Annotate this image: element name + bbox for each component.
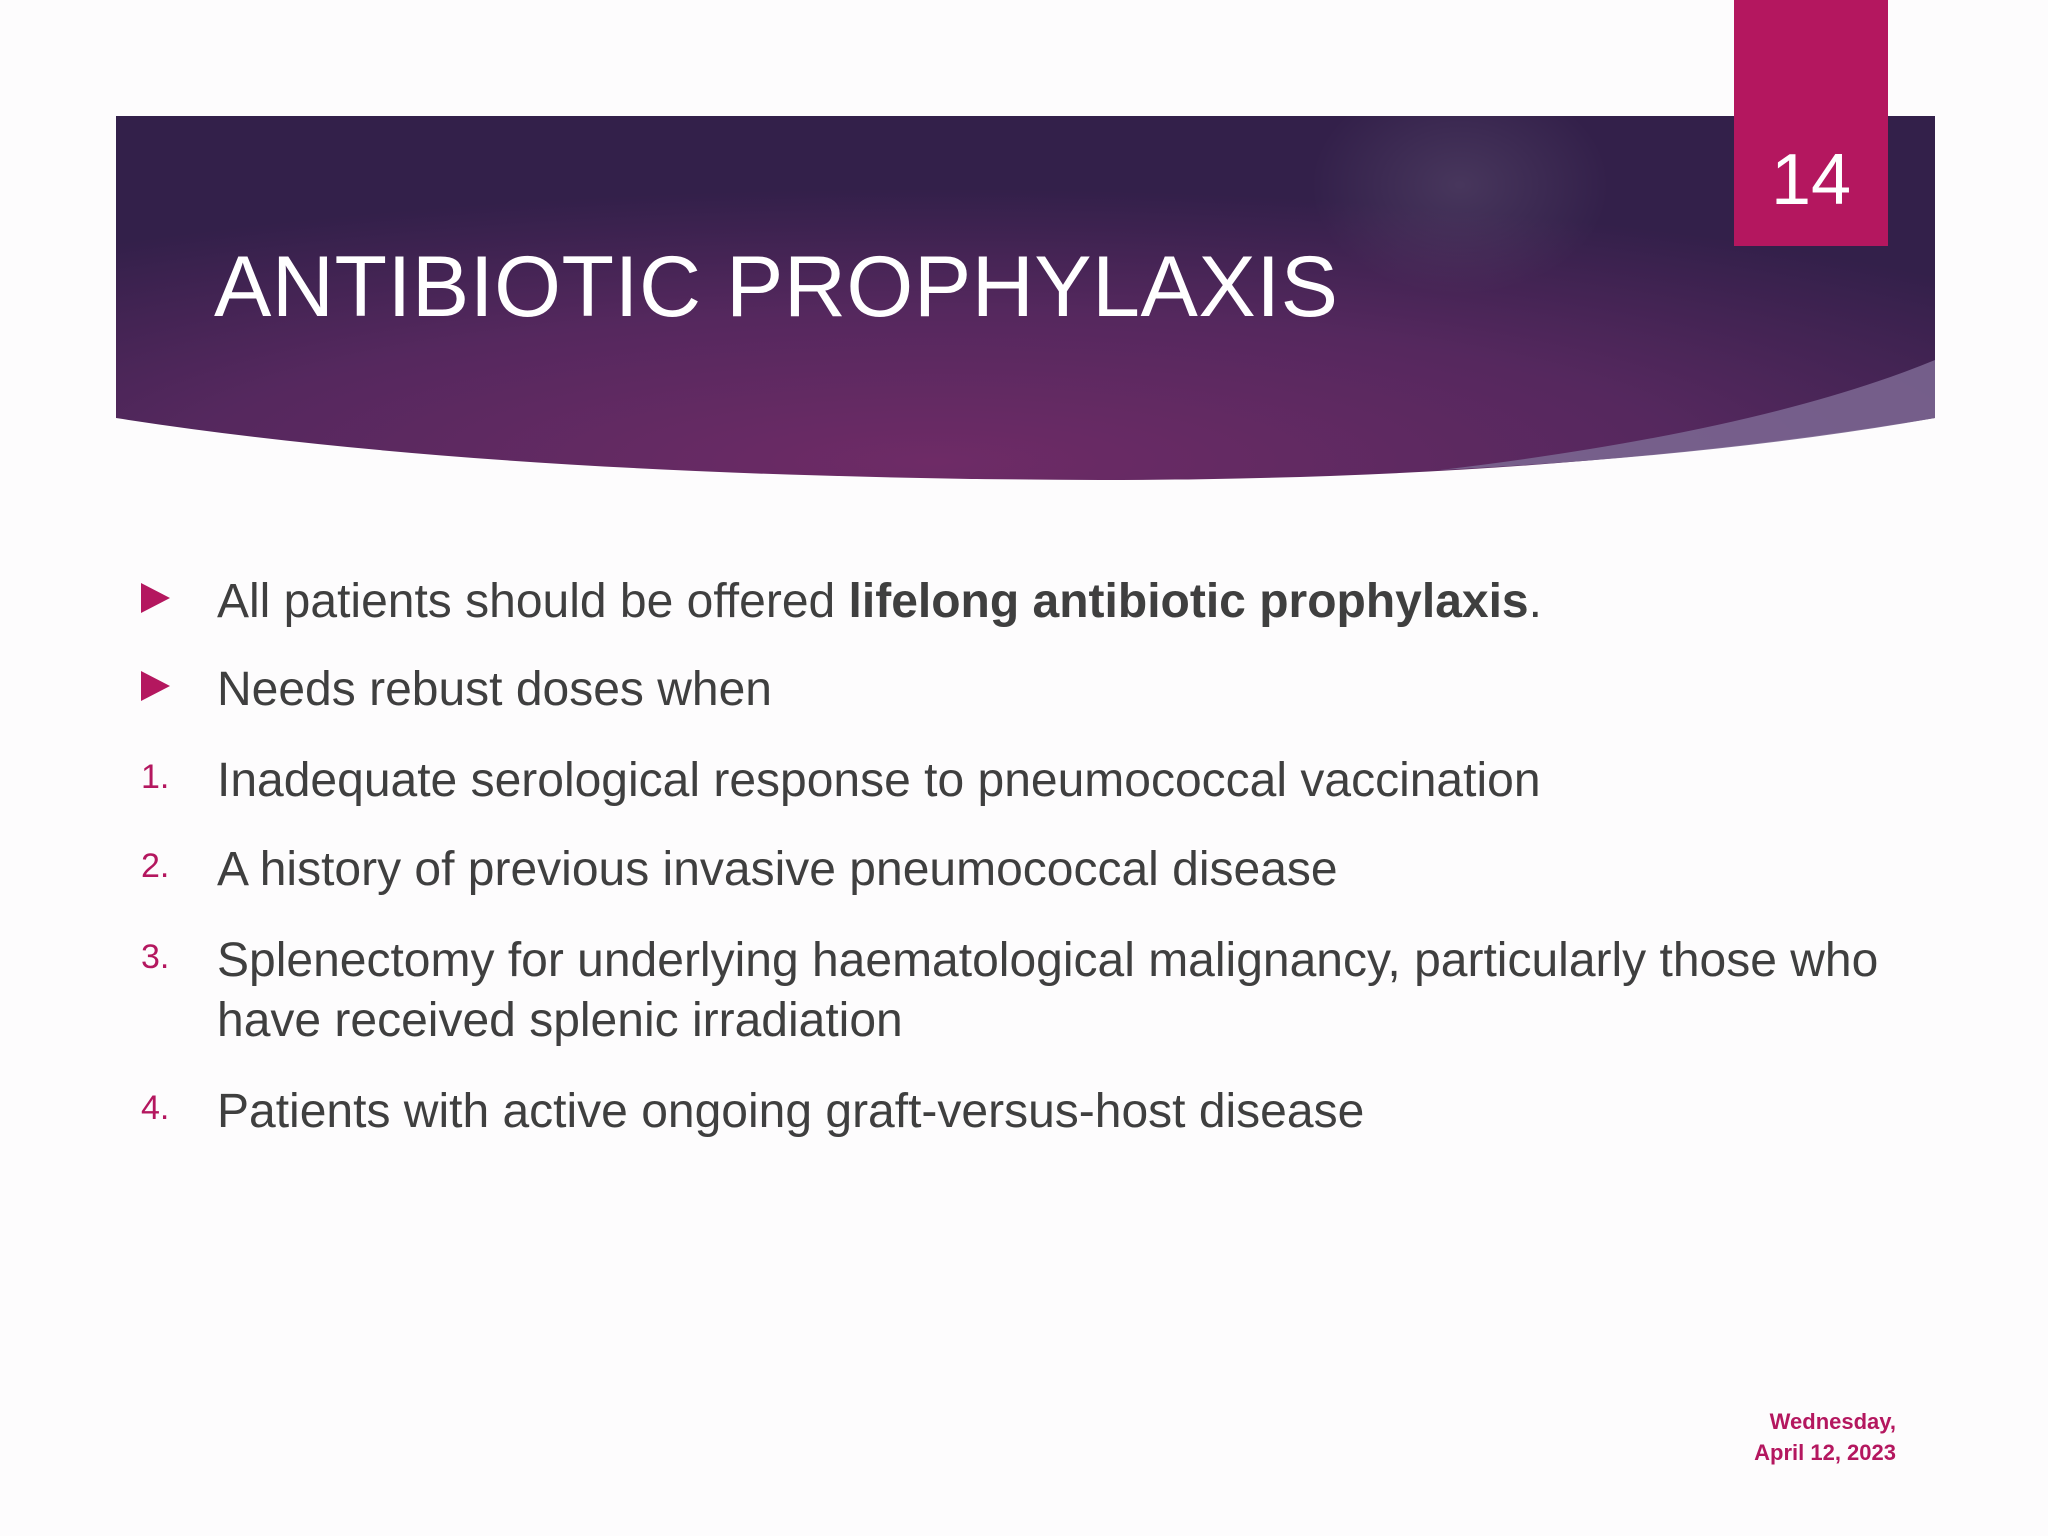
bullet-text-bold: lifelong antibiotic prophylaxis [848, 575, 1529, 628]
item-number: 1. [141, 758, 170, 796]
item-number: 4. [141, 1089, 170, 1127]
bullet-marker [141, 660, 211, 701]
date-weekday: Wednesday, [1769, 1409, 1896, 1434]
numbered-item-text: Patients with active ongoing graft-versus-host disease [217, 1085, 1365, 1138]
triangle-bullet-icon [141, 583, 170, 613]
date-full: April 12, 2023 [1754, 1440, 1896, 1465]
numbered-item-text: A history of previous invasive pneumococcal disease [217, 843, 1338, 896]
item-number: 2. [141, 847, 170, 885]
slide-title: ANTIBIOTIC PROPHYLAXIS [214, 239, 1339, 335]
triangle-bullet-icon [141, 671, 170, 701]
numbered-item-text: Splenectomy for underlying haematological malignancy, particularly those who have received splenic irradiation [217, 934, 1879, 1047]
slide-number: 14 [1770, 140, 1852, 220]
bullet-text [217, 572, 1897, 632]
item-number: 3. [141, 938, 170, 976]
slide-date [1754, 1406, 1896, 1468]
bullet-text: Needs rebust doses when [217, 663, 772, 716]
bullet-text-post: . [1528, 575, 1542, 628]
bullet-marker [141, 572, 211, 613]
numbered-item-text: Inadequate serological response to pneumococcal vaccination [217, 754, 1541, 807]
bullet-text-pre: All patients should be offered [217, 575, 849, 628]
